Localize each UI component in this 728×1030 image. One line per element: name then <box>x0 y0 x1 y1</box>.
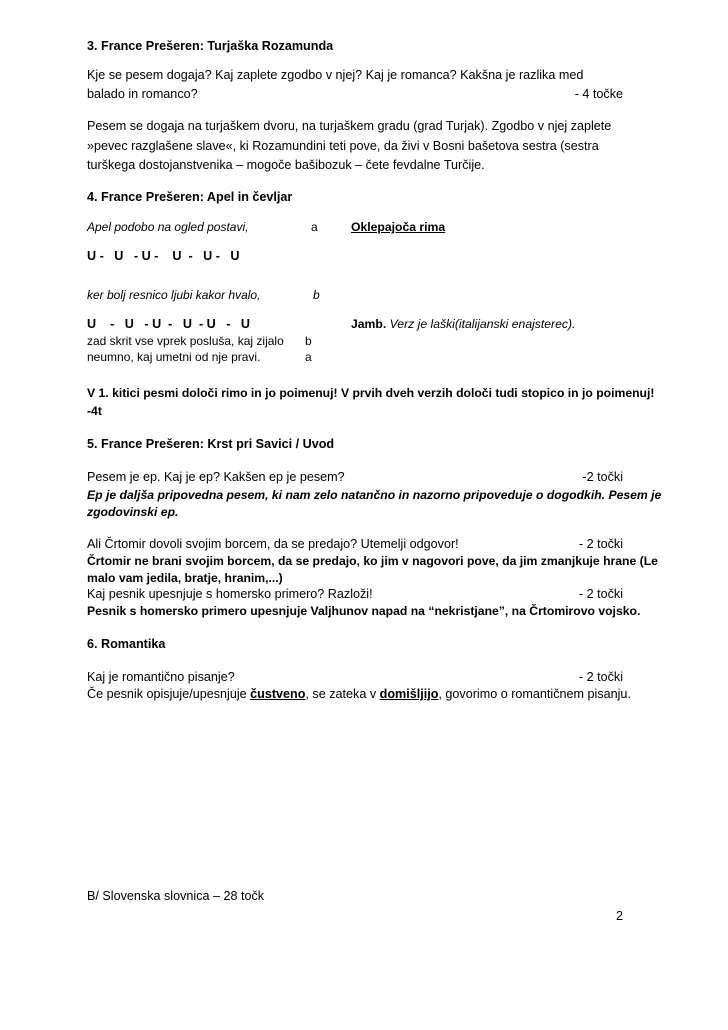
section-3-points: - 4 točke <box>574 87 623 101</box>
section-4-task-line-2: -4t <box>87 404 102 418</box>
section-4-title: 4. France Prešeren: Apel in čevljar <box>87 190 293 204</box>
page-number: 2 <box>615 909 623 923</box>
rhyme-letter-1: a <box>311 220 318 234</box>
section-3-answer-line-2: »pevec razglašene slave«, ki Rozamundini teti pove, da živi v Bosni bašetova sestra (sestra <box>87 139 599 153</box>
meter-type-description: Verz je laški(italijanski enajsterec). <box>386 317 576 331</box>
next-section-heading: B/ Slovenska slovnica – 28 točk <box>87 889 265 903</box>
section-3-answer-line-1: Pesem se dogaja na turjaškem dvoru, na turjaškem gradu (grad Turjak). Zgodbo v njej zaplete <box>87 119 612 133</box>
meter-type-label: Jamb. <box>351 317 387 331</box>
meter-type-note <box>351 316 575 332</box>
rhyme-letter-3: b <box>305 334 312 348</box>
section-5-question-1-points: -2 točki <box>582 470 623 484</box>
section-5-question-3: Kaj pesnik upesnjuje s homersko primero? Razloži! <box>87 587 373 601</box>
rhyme-type-label: Oklepajoča rima <box>351 220 446 234</box>
section-4-task-line-1: V 1. kitici pesmi določi rimo in jo poimenuj! V prvih dveh verzih določi tudi stopico in jo poimenuj! <box>87 386 655 400</box>
section-5-question-3-points: - 2 točki <box>578 587 623 601</box>
answer-text-start: Če pesnik opisjuje/upesnjuje <box>87 687 251 701</box>
section-3-answer-line-3: turškega dostojanstvenika – mogoče bašibozuk – čete fevdalne Turčije. <box>87 158 485 172</box>
answer-text-middle: , se zateka v <box>305 687 380 701</box>
verse-line-4: neumno, kaj umetni od nje pravi. <box>87 350 261 364</box>
section-6-title: 6. Romantika <box>87 637 166 651</box>
section-6-question-1-points: - 2 točki <box>578 670 623 684</box>
section-3-title: 3. France Prešeren: Turjaška Rozamunda <box>87 39 334 53</box>
verse-line-3: zad skrit vse vprek posluša, kaj zijalo <box>87 334 284 348</box>
section-5-question-1: Pesem je ep. Kaj je ep? Kakšen ep je pesem? <box>87 470 345 484</box>
verse-line-2: ker bolj resnico ljubi kakor hvalo, <box>87 288 261 302</box>
section-6-answer <box>87 686 631 702</box>
section-3-question-line-1: Kje se pesem dogaja? Kaj zaplete zgodbo v njej? Kaj je romanca? Kakšna je razlika med <box>87 68 584 82</box>
section-5-title: 5. France Prešeren: Krst pri Savici / Uvod <box>87 437 335 451</box>
section-5-question-2: Ali Črtomir dovoli svojim borcem, da se predajo? Utemelji odgovor! <box>87 537 459 551</box>
verse-line-1: Apel podobo na ogled postavi, <box>87 220 249 234</box>
section-5-question-2-points: - 2 točki <box>578 537 623 551</box>
section-5-answer-3: Pesnik s homersko primero upesnjuje Valjhunov napad na “nekristjane”, na Črtomirovo vojsko. <box>87 604 641 618</box>
section-5-answer-1-line-1: Ep je daljša pripovedna pesem, ki nam zelo natančno in nazorno pripoveduje o dogodkih. Pesem je <box>87 488 662 502</box>
meter-line-2: U - U - U - U - U - U <box>87 317 251 331</box>
rhyme-letter-2: b <box>313 288 320 302</box>
section-3-question-line-2: balado in romanco? <box>87 87 198 101</box>
meter-line-1: U - U - U - U - U - U <box>87 249 240 263</box>
section-5-answer-1-line-2: zgodovinski ep. <box>87 505 179 519</box>
section-5-answer-2-line-2: malo vam jedila, bratje, hranim,...) <box>87 571 283 585</box>
rhyme-letter-4: a <box>305 350 312 364</box>
answer-keyword-imagination: domišljijo <box>379 687 439 701</box>
answer-keyword-emotional: čustveno <box>250 687 306 701</box>
answer-text-end: , govorimo o romantičnem pisanju. <box>438 687 631 701</box>
section-6-question-1: Kaj je romantično pisanje? <box>87 670 235 684</box>
section-5-answer-2-line-1: Črtomir ne brani svojim borcem, da se predajo, ko jim v nagovori pove, da jim zmanjkuje hrane (Le <box>87 554 658 568</box>
